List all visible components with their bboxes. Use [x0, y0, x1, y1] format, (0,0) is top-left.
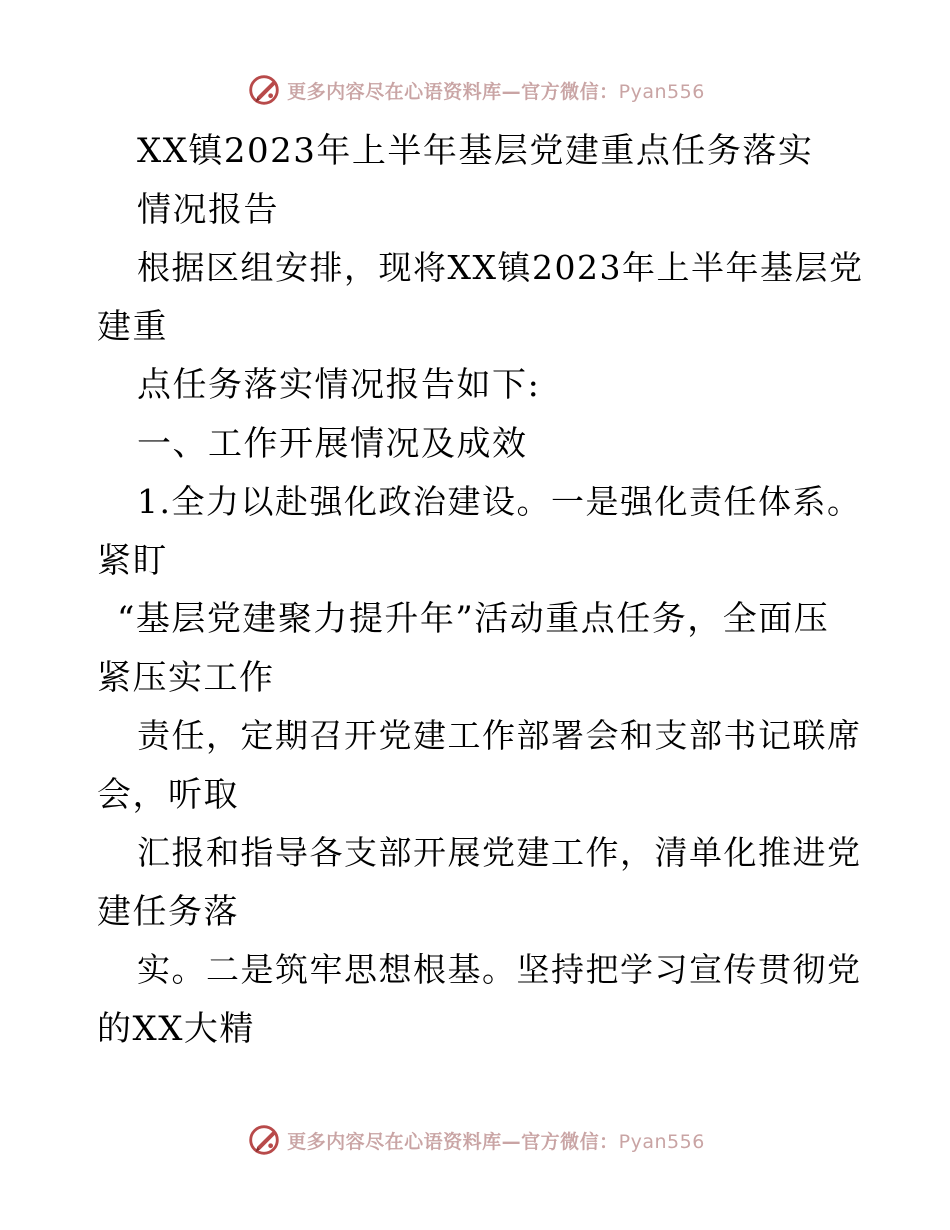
body-line: 根据区组安排，现将XX镇2023年上半年基层党	[137, 248, 864, 287]
watermark-text: 更多内容尽在心语资料库—官方微信：Pyan556	[287, 1130, 705, 1153]
body-line: 实。二是筑牢思想根基。坚持把学习宣传贯彻党	[137, 950, 862, 989]
pen-logo-icon	[245, 1121, 283, 1159]
body-line: 建重	[97, 306, 168, 347]
body-line: 紧压实工作	[97, 657, 275, 698]
body-line: 建任务落	[97, 891, 239, 932]
section-heading: 一、工作开展情况及成效	[137, 423, 528, 464]
body-line: 点任务落实情况报告如下:	[137, 365, 541, 405]
watermark-footer	[0, 1120, 950, 1160]
document-body	[97, 122, 867, 1058]
title-line-2: 情况报告	[137, 189, 279, 230]
watermark-text: 更多内容尽在心语资料库—官方微信：Pyan556	[287, 80, 705, 103]
watermark-header	[0, 70, 950, 110]
body-line: 紧盯	[97, 540, 168, 581]
title-line-1: XX镇2023年上半年基层党建重点任务落实	[137, 131, 814, 171]
body-line: 会，听取	[97, 774, 239, 815]
pen-logo-icon	[245, 71, 283, 109]
body-line: 责任，定期召开党建工作部署会和支部书记联席	[137, 716, 862, 755]
body-line: “基层党建聚力提升年”活动重点任务，全面压	[117, 599, 830, 639]
body-line: 汇报和指导各支部开展党建工作，清单化推进党	[137, 833, 862, 872]
body-line: 1.全力以赴强化政治建设。一是强化责任体系。	[137, 482, 862, 521]
body-line: 的XX大精	[97, 1008, 255, 1049]
